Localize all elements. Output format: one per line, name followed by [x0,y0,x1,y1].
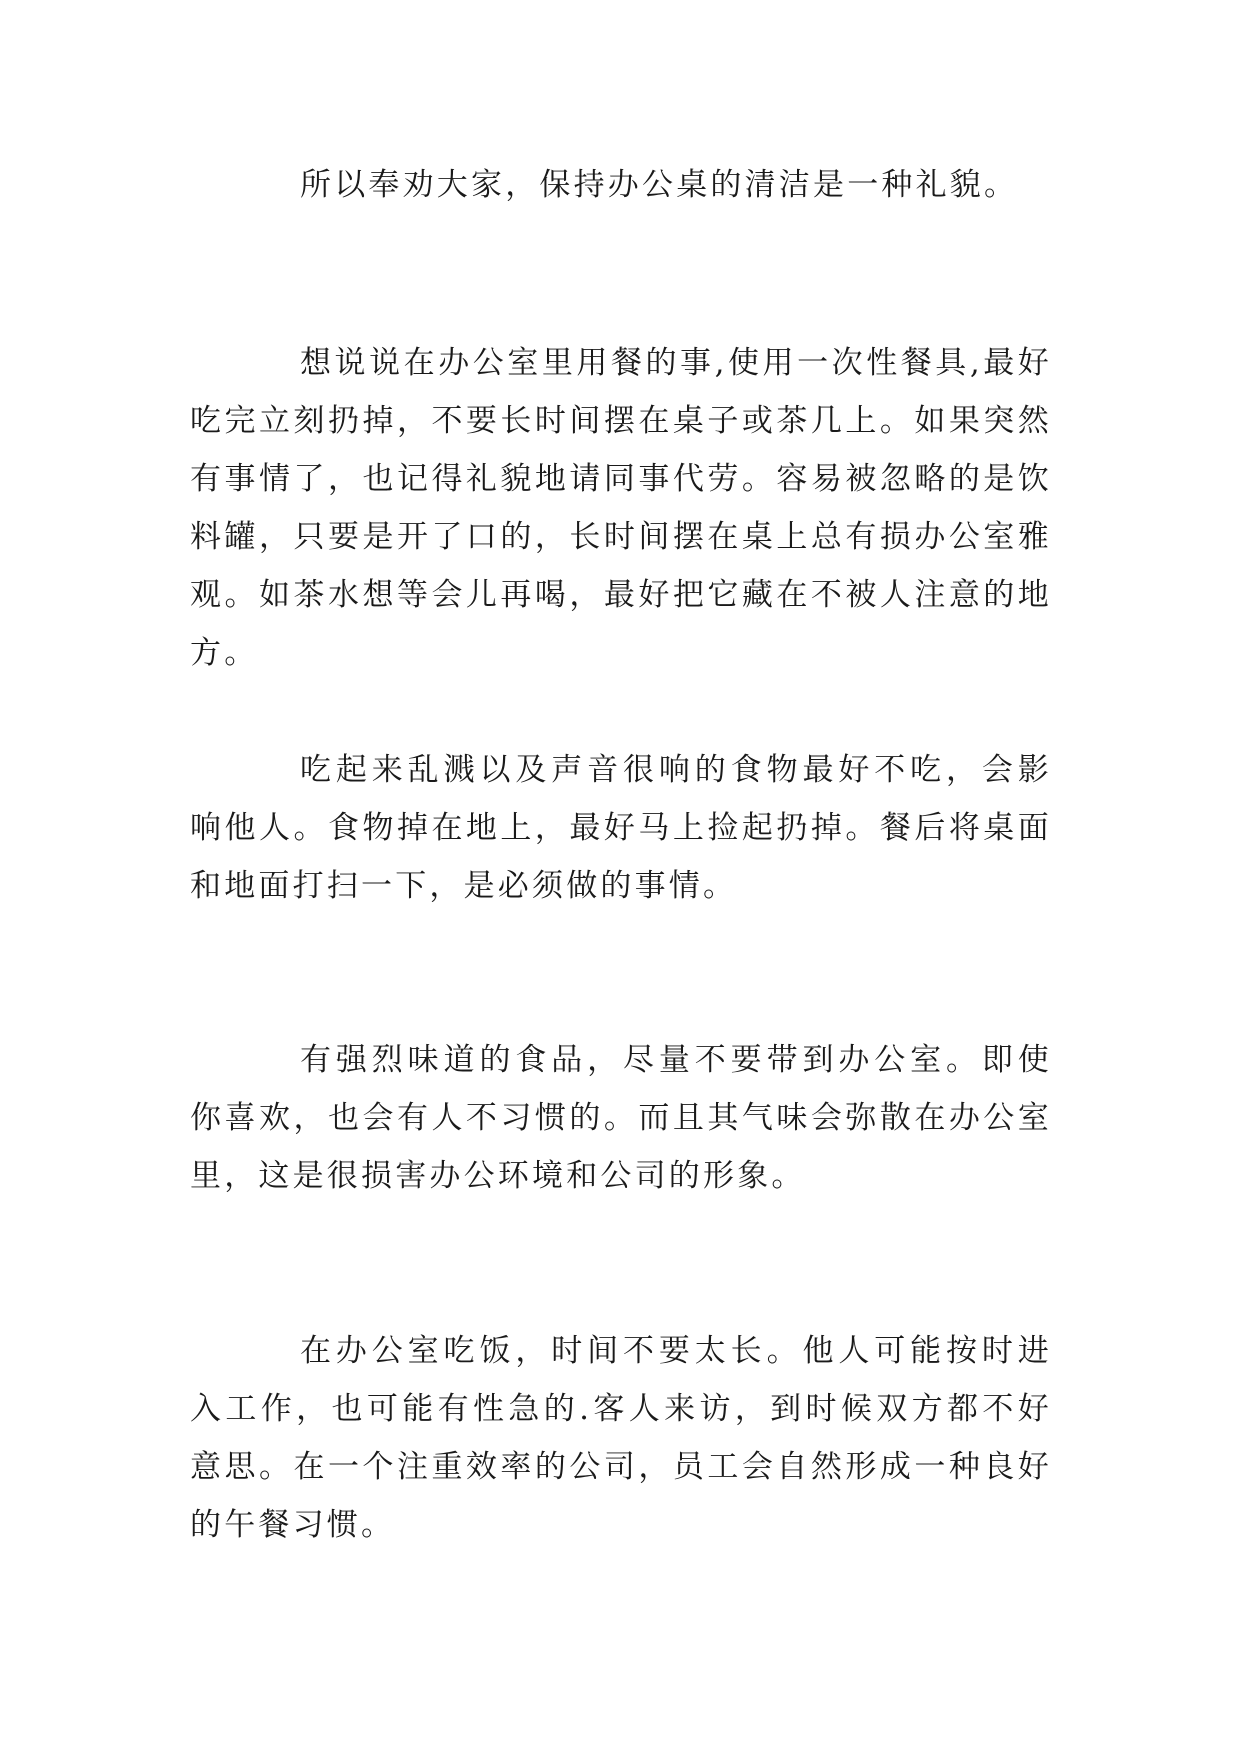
paragraph-1: 所以奉劝大家，保持办公桌的清洁是一种礼貌。 [300,167,1019,203]
paragraph-4: 有强烈味道的食品，尽量不要带到办公室。即使你喜欢，也会有人不习惯的。而且其气味会弥散在办公室里，这是很损害办公环境和公司的形象。 [190,1042,1052,1194]
paragraph-5: 在办公室吃饭，时间不要太长。他人可能按时进入工作，也可能有性急的.客人来访，到时候双方都不好意思。在一个注重效率的公司，员工会自然形成一种良好的午餐习惯。 [190,1333,1052,1543]
paragraph-2: 想说说在办公室里用餐的事,使用一次性餐具,最好吃完立刻扔掉，不要长时间摆在桌子或茶几上。如果突然有事情了，也记得礼貌地请同事代劳。容易被忽略的是饮料罐，只要是开了口的，长时间摆在桌上总有损办公室雅观。如茶水想等会儿再喝，最好把它藏在不被人注意的地方。 [190,345,1052,671]
paragraph-3: 吃起来乱溅以及声音很响的食物最好不吃，会影响他人。食物掉在地上，最好马上捡起扔掉。餐后将桌面和地面打扫一下，是必须做的事情。 [190,752,1052,904]
